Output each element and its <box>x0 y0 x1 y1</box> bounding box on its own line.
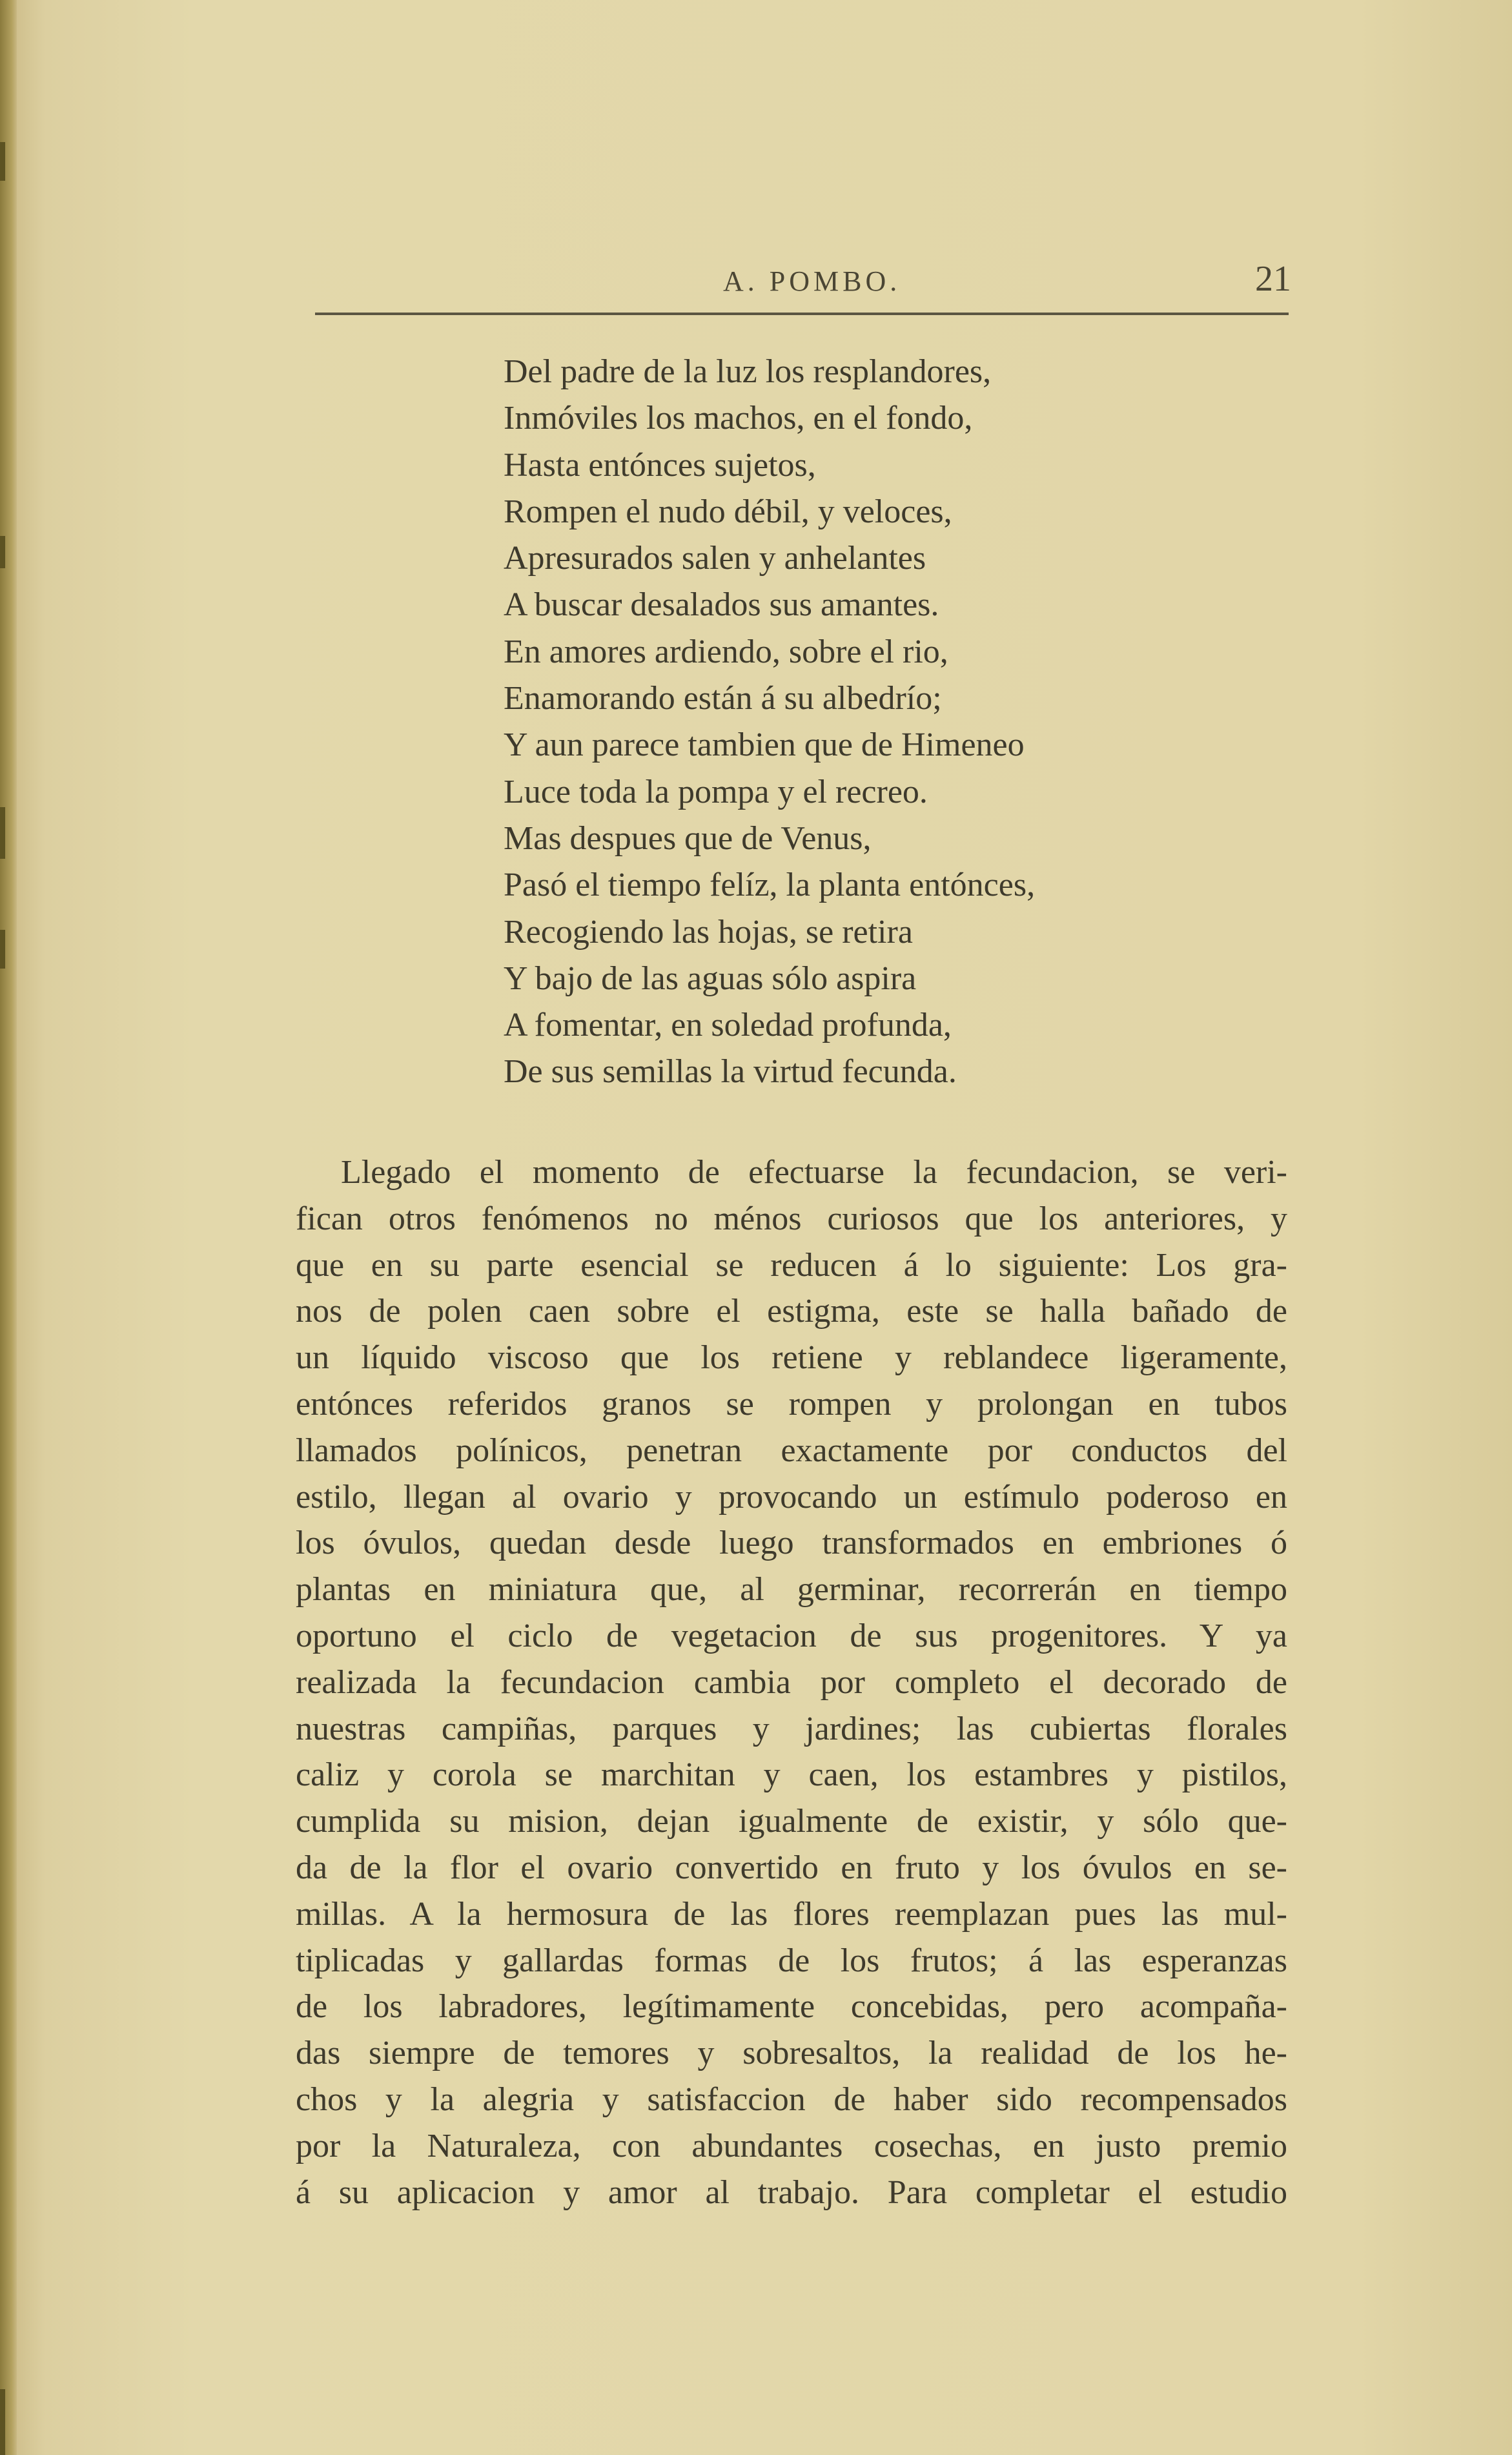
spine-mark <box>0 2389 5 2455</box>
poem-line: Pasó el tiempo felíz, la planta entónces, <box>504 867 1036 904</box>
poem-line: Y aun parece tambien que de Himeneo <box>504 726 1025 764</box>
page-number: 21 <box>1255 259 1291 299</box>
poem-line: Hasta entónces sujetos, <box>504 446 816 484</box>
prose-line: nuestras campiñas, parques y jardines; las cubiertas florales <box>296 1710 1287 1747</box>
prose-line: estilo, llegan al ovario y provocando un estímulo poderoso en <box>296 1478 1287 1515</box>
prose-line: que en su parte esencial se reducen á lo siguiente: Los gra- <box>296 1246 1287 1284</box>
prose-line: entónces referidos granos se rompen y prolongan en tubos <box>296 1385 1287 1423</box>
prose-line: realizada la fecundacion cambia por completo el decorado de <box>296 1663 1287 1701</box>
spine-mark <box>0 536 5 568</box>
running-head: A. POMBO. <box>723 265 901 297</box>
body-paragraph <box>296 1149 1287 2215</box>
poem-line: Enamorando están á su albedrío; <box>504 680 942 717</box>
prose-line: da de la flor el ovario convertido en fruto y los óvulos en se- <box>296 1849 1287 1886</box>
prose-line: das siempre de temores y sobresaltos, la realidad de los he- <box>296 2035 1287 2072</box>
poem-block <box>504 349 1343 1096</box>
prose-line: llamados polínicos, penetran exactamente por conductos del <box>296 1432 1287 1469</box>
prose-line: cumplida su mision, dejan igualmente de existir, y sólo que- <box>296 1803 1287 1840</box>
prose-line: por la Naturaleza, con abundantes cosechas, en justo premio <box>296 2127 1287 2164</box>
poem-line: Del padre de la luz los resplandores, <box>504 353 992 390</box>
poem-line: Luce toda la pompa y el recreo. <box>504 773 928 810</box>
prose-line: de los labradores, legítimamente concebidas, pero acompaña- <box>296 1988 1287 2026</box>
poem-line: De sus semillas la virtud fecunda. <box>504 1053 957 1091</box>
prose-line: oportuno el ciclo de vegetacion de sus progenitores. Y ya <box>296 1617 1287 1654</box>
spine-mark <box>0 930 5 969</box>
prose-line: Llegado el momento de efectuarse la fecundacion, se veri- <box>341 1154 1287 1191</box>
poem-line: A fomentar, en soledad profunda, <box>504 1007 952 1044</box>
poem-line: Apresurados salen y anhelantes <box>504 540 926 577</box>
poem-line: En amores ardiendo, sobre el rio, <box>504 633 948 670</box>
prose-line: millas. A la hermosura de las flores reemplazan pues las mul- <box>296 1895 1287 1933</box>
prose-line: un líquido viscoso que los retiene y reblandece ligeramente, <box>296 1339 1287 1377</box>
prose-line: á su aplicacion y amor al trabajo. Para completar el estudio <box>296 2173 1287 2211</box>
poem-line: Inmóviles los machos, en el fondo, <box>504 400 973 437</box>
prose-line: caliz y corola se marchitan y caen, los estambres y pistilos, <box>296 1756 1287 1794</box>
spine-mark <box>0 142 5 181</box>
book-spine-edge <box>0 0 17 2455</box>
prose-line: nos de polen caen sobre el estigma, este se halla bañado de <box>296 1293 1287 1330</box>
header-rule <box>315 313 1289 315</box>
spine-mark <box>0 807 5 859</box>
prose-line: los óvulos, quedan desde luego transformados en embriones ó <box>296 1525 1287 1562</box>
prose-line: tiplicadas y gallardas formas de los frutos; á las esperanzas <box>296 1942 1287 1979</box>
poem-line: Recogiendo las hojas, se retira <box>504 913 913 950</box>
prose-line: chos y la alegria y satisfaccion de haber sido recompensados <box>296 2080 1287 2118</box>
prose-line: fican otros fenómenos no ménos curiosos que los anteriores, y <box>296 1200 1287 1237</box>
poem-line: Mas despues que de Venus, <box>504 819 872 857</box>
poem-line: Rompen el nudo débil, y veloces, <box>504 493 952 530</box>
poem-line: Y bajo de las aguas sólo aspira <box>504 960 917 997</box>
prose-line: plantas en miniatura que, al germinar, recorrerán en tiempo <box>296 1571 1287 1608</box>
poem-line: A buscar desalados sus amantes. <box>504 586 939 624</box>
